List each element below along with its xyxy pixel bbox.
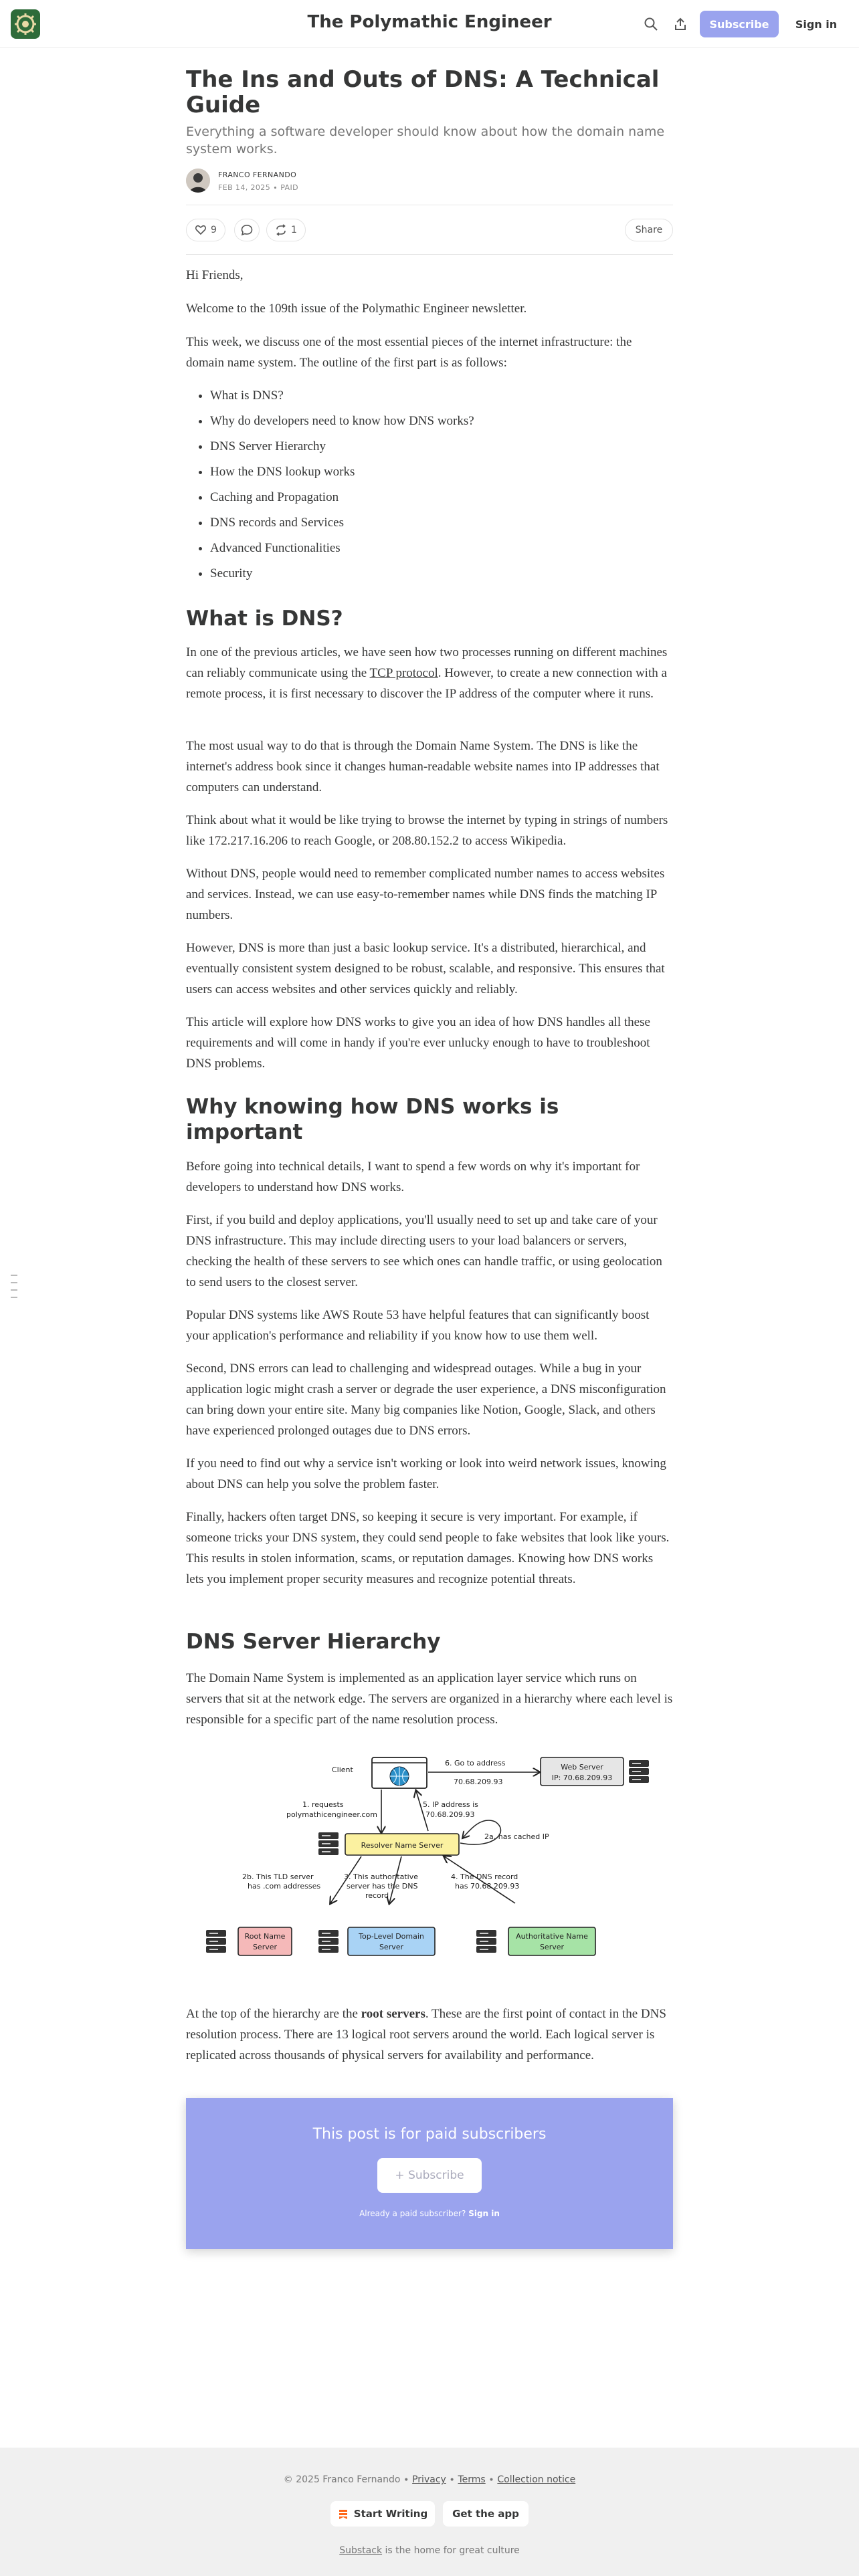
collection-notice-link[interactable]: Collection notice [497,2474,576,2485]
step-6-ip: 70.68.209.93 [454,1778,503,1786]
section-heading: DNS Server Hierarchy [186,1630,441,1654]
section-heading: What is DNS? [186,607,343,631]
like-count: 9 [211,225,217,235]
post-title: The Ins and Outs of DNS: A Technical Guide [186,66,660,118]
divider [186,254,673,255]
list-item: • Why do developers need to know how DNS works? [210,409,673,434]
list-item: • Security [210,561,673,586]
tld-server-node [348,1927,435,1955]
client-browser-icon [372,1757,427,1788]
paywall-signin-link[interactable]: Sign in [468,2209,500,2218]
restack-button[interactable] [266,219,306,241]
search-icon[interactable] [642,15,660,33]
step-4-detail: has 70.68.209.93 [455,1882,520,1891]
start-writing-button[interactable]: Start Writing [330,2501,435,2527]
paragraph: Popular DNS systems like AWS Route 53 have helpful features that can significantly boost your application's performance and reliability if you know how to use them well. [186,1308,650,1343]
like-button[interactable] [186,219,225,241]
paragraph: In one of the previous articles, we have seen how two processes running on different machines can reliably communicate using the TCP protocol. However, to create a new connection with a remote process, it is first necessary to discover the IP address of the computer where it runs. [186,645,668,701]
step-1-domain: polymathicengineer.com [286,1810,377,1819]
paragraph: First, if you build and deploy applications, you'll usually need to set up and take care of your DNS infrastructure. This may include directing users to your load balancers or servers, checking the health of these servers to see which ones can handle traffic, or using geolocation to send users to the closest server. [186,1213,662,1289]
server-icon [318,1930,339,1953]
step-5-ip: 70.68.209.93 [425,1810,475,1819]
tcp-protocol-link[interactable]: TCP protocol [369,666,438,680]
dns-hierarchy-diagram[interactable] [201,1749,658,1982]
web-server-node [541,1757,624,1786]
step-1-label: 1. requests [302,1800,344,1809]
svg-text:Root Name: Root Name [244,1932,286,1941]
share-label: Share [635,225,663,235]
terms-link[interactable]: Terms [458,2474,486,2485]
greeting: Hi Friends, [186,268,244,282]
list-item: • Caching and Propagation [210,485,673,510]
svg-text:Server: Server [379,1943,404,1951]
server-icon [318,1832,339,1855]
step-5-label: 5. IP address is [423,1800,478,1809]
paywall-panel [186,2098,673,2249]
publication-name[interactable]: The Polymathic Engineer [307,12,552,32]
list-item: • How the DNS lookup works [210,459,673,485]
substack-link[interactable]: Substack [339,2545,383,2556]
authoritative-server-node [508,1927,595,1955]
paragraph: Think about what it would be like trying to browse the internet by typing in strings of numbers like 172.217.16.206 to reach Google, or 208.80.152.2 to access Wikipedia. [186,813,668,848]
subscribe-button[interactable]: Subscribe [700,11,779,37]
paragraph: At the top of the hierarchy are the root servers. These are the first point of contact in the DNS resolution process. There are 13 logical root servers around the world. Each logical server is replicated across thousands of physical servers for availability and performance. [186,2007,666,2062]
comment-button[interactable] [234,219,260,241]
paragraph: The Domain Name System is implemented as an application layer service which runs on servers that sit at the network edge. The servers are organized in a hierarchy where each level is responsible for a specific part of the name resolution process. [186,1671,673,1727]
paragraph: The most usual way to do that is through the Domain Name System. The DNS is like the internet's address book since it changes human-readable website names into IP addresses that computers can understand. [186,739,660,794]
svg-text:Server: Server [539,1943,565,1951]
outline-list [186,383,673,586]
author-avatar[interactable] [186,169,210,193]
intro-paragraph: This week, we discuss one of the most essential pieces of the internet infrastructure: the domain name system. The outline of the first part is as follows: [186,335,632,370]
client-label: Client [332,1765,353,1774]
post-access: PAID [280,183,298,192]
share-icon[interactable] [671,15,690,33]
step-3-detail-2: record [365,1891,389,1900]
step-4-label: 4. The DNS record [451,1872,518,1881]
footer-links: © 2025 Franco Fernando ∙ Privacy ∙ Terms ∙ Collection notice [283,2474,576,2485]
plus-icon: + [395,2169,409,2182]
server-icon [629,1760,649,1783]
author-name[interactable]: FRANCO FERNANDO [218,171,297,179]
heart-icon [195,224,207,236]
privacy-link[interactable]: Privacy [412,2474,446,2485]
post-date: FEB 14, 2025 [218,183,271,192]
table-of-contents-toggle[interactable] [11,1275,17,1304]
step-2a-label: 2a. has cached IP [484,1832,549,1841]
root-name-server-node [238,1927,292,1955]
step-2b-label: 2b. This TLD server [242,1872,314,1881]
substack-icon [338,2508,349,2519]
top-nav [0,0,859,48]
svg-text:Resolver Name Server: Resolver Name Server [361,1841,444,1850]
list-item: • DNS Server Hierarchy [210,434,673,459]
paragraph: Finally, hackers often target DNS, so keeping it secure is very important. For example, if someone tricks your DNS system, they could send people to fake websites that look like yours. This results in stolen information, scams, or reputation damages. Knowing how DNS works lets you implement proper security measures and recognize potential threats. [186,1510,670,1586]
step-3-detail: server has the DNS [347,1882,418,1891]
gear-logo-icon [13,12,37,36]
comment-icon [241,224,253,236]
svg-text:Authoritative Name: Authoritative Name [516,1932,588,1941]
footer [0,2448,859,2576]
get-app-button[interactable]: Get the app [443,2501,529,2527]
section-heading: Why knowing how DNS works is important [186,1095,559,1144]
paragraph: This article will explore how DNS works to give you an idea of how DNS handles all these requirements and will come in handy if you're ever unlucky enough to have to troubleshoot DNS problems. [186,1015,650,1071]
list-item: • What is DNS? [210,383,673,409]
restack-icon [275,224,287,236]
welcome-paragraph: Welcome to the 109th issue of the Polymathic Engineer newsletter. [186,302,527,316]
step-6-label: 6. Go to address [445,1759,506,1767]
step-3-label: 3. This authoritative [344,1872,418,1881]
paywall-note: Already a paid subscriber? Sign in [359,2209,500,2218]
server-icon [476,1930,496,1953]
post-meta: FEB 14, 2025 ∙ PAID [218,183,298,192]
svg-text:Web Server: Web Server [561,1763,603,1772]
server-icon [206,1930,226,1953]
list-item: • Advanced Functionalities [210,536,673,561]
publication-logo[interactable] [11,9,40,39]
paragraph: However, DNS is more than just a basic lookup service. It's a distributed, hierarchical, and eventually consistent system designed to be robust, scalable, and responsive. This ensures that users can access websites and other services quickly and reliably. [186,941,665,996]
paragraph: Before going into technical details, I want to spend a few words on why it's important for developers to understand how DNS works. [186,1160,640,1194]
step-2b-detail: has .com addresses [248,1882,321,1891]
paywall-title: This post is for paid subscribers [312,2126,547,2143]
svg-text:Server: Server [252,1943,278,1951]
paywall-subscribe-button[interactable]: + Subscribe [377,2158,482,2193]
paragraph: Without DNS, people would need to remember complicated number names to access websites and services. Instead, we can use easy-to-remember names while DNS finds the matching IP numbers. [186,867,665,922]
list-item: • DNS records and Services [210,510,673,536]
signin-button[interactable]: Sign in [788,11,844,37]
paragraph: Second, DNS errors can lead to challenging and widespread outages. While a bug in your application logic might crash a server or degrade the user experience, a DNS misconfiguration can bring down your entire site. Many big companies like Notion, Google, Slack, and others have experienced prolonged outages due to DNS errors. [186,1362,666,1438]
footer-tagline: Substack is the home for great culture [339,2545,520,2556]
svg-text:Top-Level Domain: Top-Level Domain [359,1932,424,1941]
paragraph: If you need to find out why a service isn't working or look into weird network issues, knowing about DNS can help you solve the problem faster. [186,1457,666,1491]
svg-text:IP: 70.68.209.93: IP: 70.68.209.93 [551,1774,613,1782]
post-subtitle: Everything a software developer should know about how the domain name system works. [186,124,665,156]
restack-count: 1 [291,225,297,235]
resolver-name-server-node [345,1834,459,1855]
share-button[interactable] [625,219,673,241]
